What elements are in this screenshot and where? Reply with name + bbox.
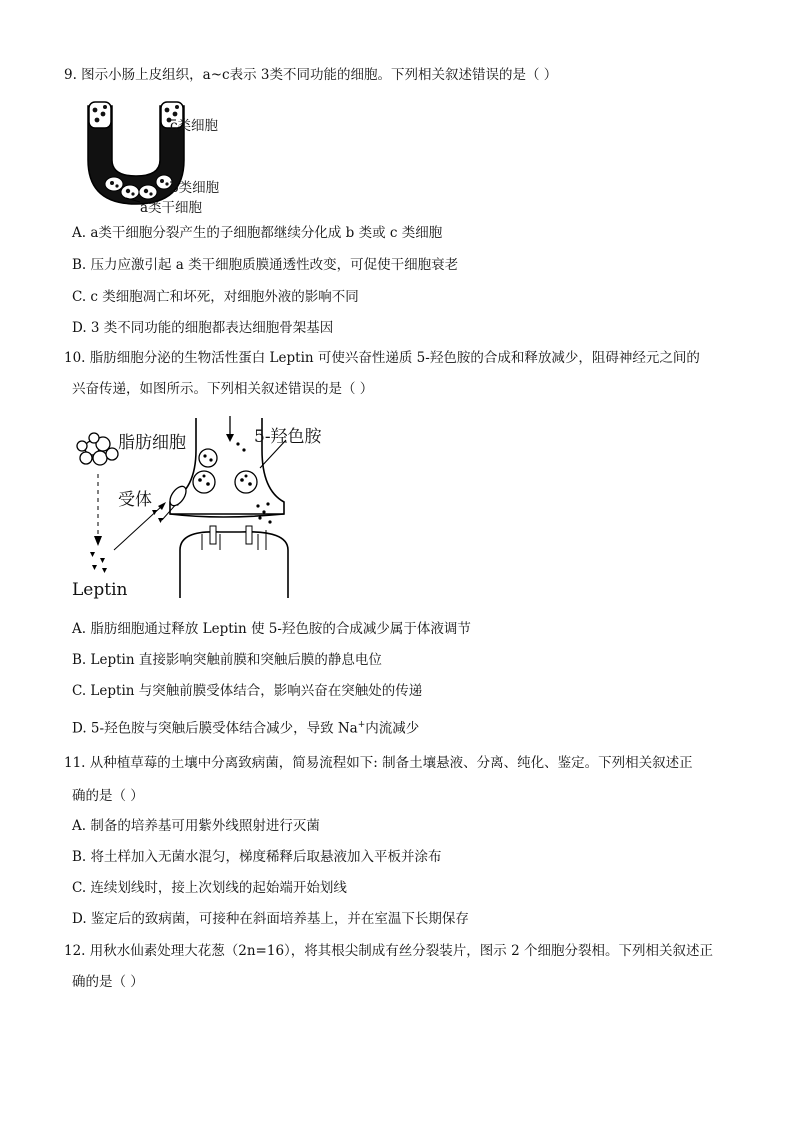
q10-stem-line2: 兴奋传递，如图所示。下列相关叙述错误的是（ ） (72, 381, 374, 397)
q12-stem-line2: 确的是（ ） (72, 974, 144, 990)
q11-option-d: D. 鉴定后的致病菌，可接种在斜面培养基上，并在室温下长期保存 (72, 911, 469, 927)
q9-option-a: A. a类干细胞分裂产生的子细胞都继续分化成 b 类或 c 类细胞 (72, 225, 443, 241)
q9-option-d: D. 3 类不同功能的细胞都表达细胞骨架基因 (72, 320, 334, 336)
q11-stem-line2: 确的是（ ） (72, 788, 144, 804)
label-a-cell: a类干细胞 (140, 200, 203, 216)
q9-stem: 9. 图示小肠上皮组织，a~c表示 3类不同功能的细胞。下列相关叙述错误的是（ ） (64, 67, 558, 83)
q10-option-a: A. 脂肪细胞通过释放 Leptin 使 5-羟色胺的合成减少属于体液调节 (72, 621, 471, 637)
q10-option-b: B. Leptin 直接影响突触前膜和突触后膜的静息电位 (72, 652, 382, 668)
label-c-cell: c类细胞 (170, 118, 219, 134)
label-serotonin: 5-羟色胺 (254, 427, 322, 447)
label-leptin: Leptin (72, 580, 128, 600)
q10-option-c: C. Leptin 与突触前膜受体结合，影响兴奋在突触处的传递 (72, 683, 423, 699)
q9-option-b: B. 压力应激引起 a 类干细胞质膜通透性改变，可促使干细胞衰老 (72, 257, 459, 273)
q11-option-b: B. 将土样加入无菌水混匀，梯度稀释后取悬液加入平板并涂布 (72, 849, 442, 865)
fat-cell-icon (77, 433, 118, 465)
q10-option-d: D. 5-羟色胺与突触后膜受体结合减少，导致 Na+内流减少 (72, 720, 420, 737)
q9-option-c: C. c 类细胞凋亡和坏死，对细胞外液的影响不同 (72, 289, 359, 305)
q12-stem-line1: 12. 用秋水仙素处理大花葱（2n=16），将其根尖制成有丝分裂装片，图示 2 个细胞分裂相。下列相关叙述正 (64, 943, 713, 959)
q10-stem-line1: 10. 脂肪细胞分泌的生物活性蛋白 Leptin 可使兴奋性递质 5-羟色胺的合成和释放减少，阻碍神经元之间的 (64, 350, 700, 366)
q11-stem-line1: 11. 从种植草莓的土壤中分离致病菌，简易流程如下: 制备土壤悬液、分离、纯化、鉴定。下列相关叙述正 (64, 755, 693, 771)
label-receptor: 受体 (118, 490, 152, 510)
q11-option-c: C. 连续划线时，接上次划线的起始端开始划线 (72, 880, 347, 896)
label-fat-cell: 脂肪细胞 (118, 433, 186, 453)
label-b-cell: b类细胞 (170, 180, 220, 196)
q11-option-a: A. 制备的培养基可用紫外线照射进行灭菌 (72, 818, 320, 834)
